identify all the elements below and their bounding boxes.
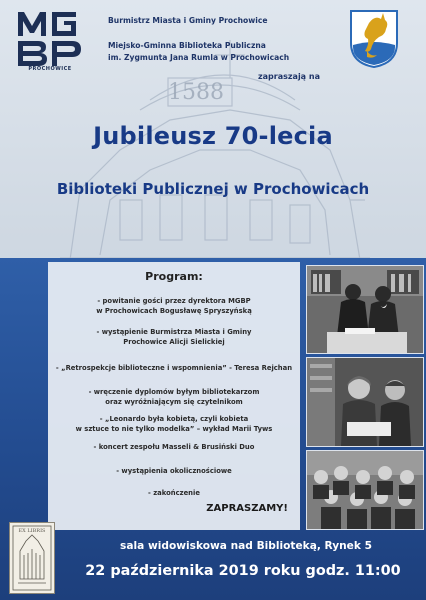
archive-photo-group bbox=[306, 450, 424, 530]
program-item-text: - powitanie gości przez dyrektora MGBP w Prochowicach Bogusławę Spryszyńską bbox=[96, 297, 252, 315]
ex-libris-stamp-icon bbox=[9, 522, 55, 594]
program-heading: Program: bbox=[145, 270, 203, 283]
organizer-library-patron: im. Zygmunta Jana Rumla w Prochowicach bbox=[108, 53, 290, 62]
invite-text: zapraszają na bbox=[258, 72, 320, 81]
archive-photo-children-reading bbox=[306, 357, 424, 447]
organizer-library: Miejsko-Gminna Biblioteka Publiczna bbox=[108, 41, 266, 50]
archive-photo-librarians bbox=[306, 265, 424, 354]
svg-text:EX LIBRIS: EX LIBRIS bbox=[18, 528, 46, 534]
logo-caption: PROCHOWICE bbox=[28, 66, 72, 72]
program-item-text: - „Retrospekcje biblioteczne i wspomnienia” - Teresa Rejchan bbox=[55, 364, 293, 372]
program-item-text: - wręczenie dyplomów byłym bibliotekarzom oraz wyróżniającym się czytelnikom bbox=[88, 388, 260, 406]
program-item-text: - wystąpienie Burmistrza Miasta i Gminy Prochowice Alicji Sielickiej bbox=[96, 328, 252, 346]
program-item-lecture bbox=[48, 414, 300, 434]
program-item-closing bbox=[48, 488, 300, 498]
invitation-closing: ZAPRASZAMY! bbox=[206, 503, 288, 514]
program-item-welcome bbox=[48, 296, 300, 316]
watermark-year: 1588 bbox=[168, 80, 224, 105]
mgbp-logo-icon bbox=[16, 10, 84, 68]
program-item-concert bbox=[48, 442, 300, 452]
program-item-speeches bbox=[48, 466, 300, 476]
program-item-text: - koncert zespołu Masseli & Brusiński Duo bbox=[93, 443, 255, 451]
program-item-text: - „Leonardo była kobietą, czyli kobieta w sztuce to nie tylko modelka” – wykład Marii Tyws bbox=[75, 415, 273, 433]
event-venue: sala widowiskowa nad Biblioteką, Rynek 5 bbox=[120, 540, 372, 552]
program-item-text: - wystąpienia okolicznościowe bbox=[116, 467, 232, 475]
event-date-time: 22 października 2019 roku godz. 11:00 bbox=[85, 563, 401, 579]
program-item-mayor-speech bbox=[48, 327, 300, 347]
program-item-diplomas bbox=[48, 387, 300, 407]
event-title: Jubileusz 70-lecia bbox=[93, 122, 333, 150]
program-item-retrospection bbox=[48, 363, 300, 373]
event-subtitle: Biblioteki Publicznej w Prochowicach bbox=[56, 180, 370, 198]
prochowice-coat-of-arms-icon bbox=[349, 9, 399, 69]
organizer-mayor: Burmistrz Miasta i Gminy Prochowice bbox=[108, 16, 268, 25]
program-item-text: - zakończenie bbox=[148, 489, 200, 497]
